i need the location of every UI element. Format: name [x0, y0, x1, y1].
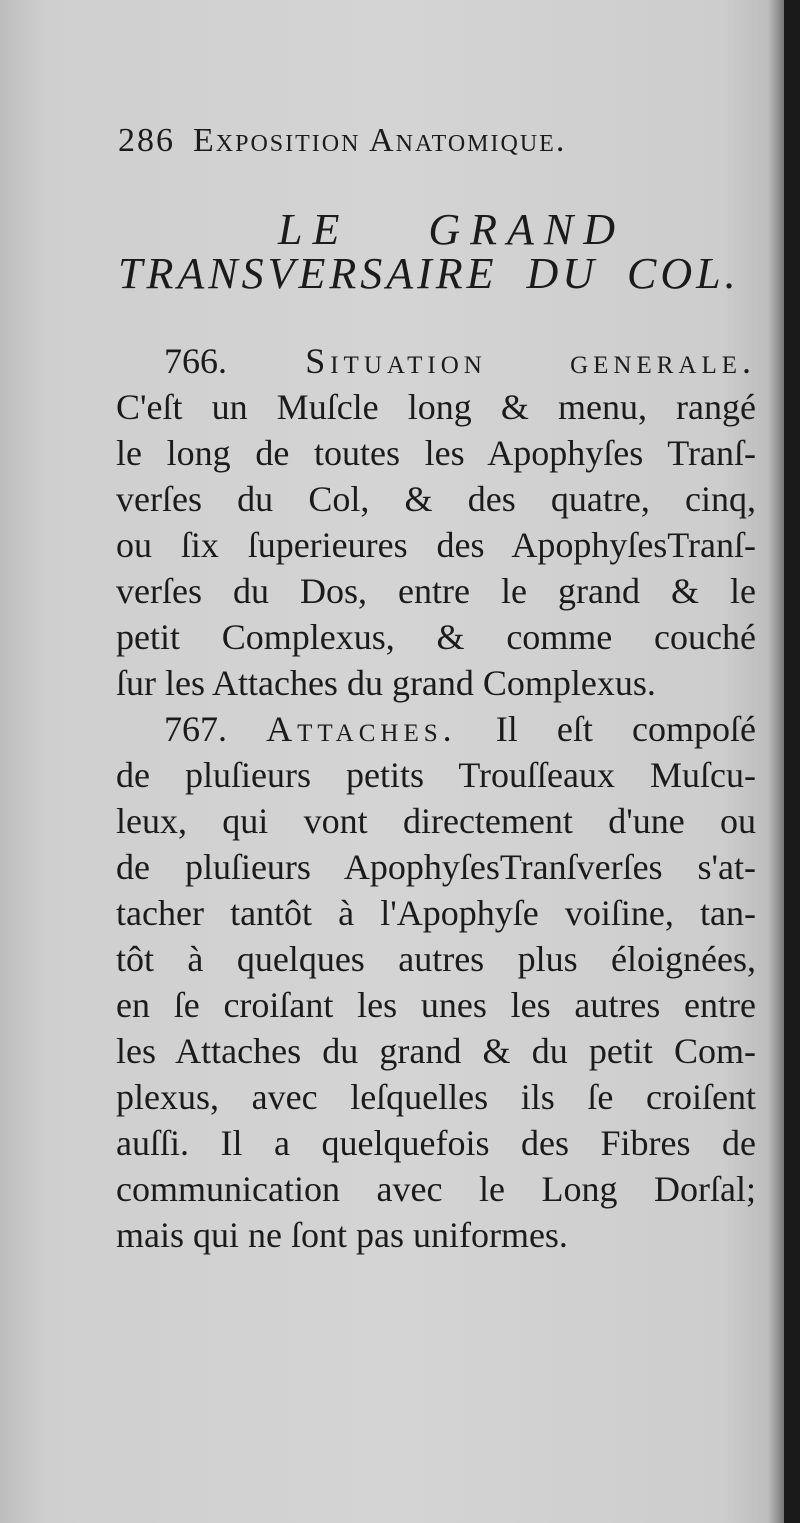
text-line: ou ſix ſuperieures des ApophyſesTranſ- [116, 525, 756, 565]
text-line: de pluſieurs ApophyſesTranſverſes s'at- [116, 847, 756, 887]
text-line: C'eſt un Muſcle long & menu, rangé [116, 387, 756, 427]
text-line: verſes du Dos, entre le grand & le [116, 571, 756, 611]
paragraph-heading: Attaches. [266, 709, 457, 749]
body-text [116, 338, 756, 1258]
text-line: de pluſieurs petits Trouſſeaux Muſcu- [116, 755, 756, 795]
text-line: mais qui ne ſont pas uniformes. [116, 1215, 568, 1255]
text-line: leux, qui vont directement d'une ou [116, 801, 756, 841]
paragraph-number: 767. [164, 709, 227, 749]
paragraph-767-heading-line [116, 706, 756, 752]
section-title-line-1: LE GRAND [278, 205, 625, 254]
paragraph-766-heading-line [116, 338, 756, 384]
page-edge-shadow [768, 0, 784, 1523]
text-line: plexus, avec leſquelles ils ſe croiſent [116, 1077, 756, 1117]
text-line: verſes du Col, & des quatre, cinq, [116, 479, 756, 519]
text-line: communication avec le Long Dorſal; [116, 1169, 756, 1209]
section-title-line-2: TRANSVERSAIRE DU COL. [118, 249, 740, 298]
running-title: Exposition Anatomique. [193, 122, 567, 159]
page-number: 286 [118, 122, 175, 159]
text-line: auſſi. Il a quelquefois des Fibres de [116, 1123, 756, 1163]
text-line: en ſe croiſant les unes les autres entre [116, 985, 756, 1025]
text-line: petit Complexus, & comme couché [116, 617, 756, 657]
paragraph-number: 766. [164, 341, 227, 381]
text-line: ſur les Attaches du grand Complexus. [116, 663, 656, 703]
text-line: tacher tantôt à l'Apophyſe voiſine, tan- [116, 893, 756, 933]
text-line: le long de toutes les Apophyſes Tranſ- [116, 433, 756, 473]
text-line: les Attaches du grand & du petit Com- [116, 1031, 756, 1071]
paragraph-heading: Situation generale. [305, 341, 756, 381]
running-head [118, 122, 698, 160]
text-fragment: Il eſt compoſé [495, 709, 756, 749]
text-line: tôt à quelques autres plus éloignées, [116, 939, 756, 979]
